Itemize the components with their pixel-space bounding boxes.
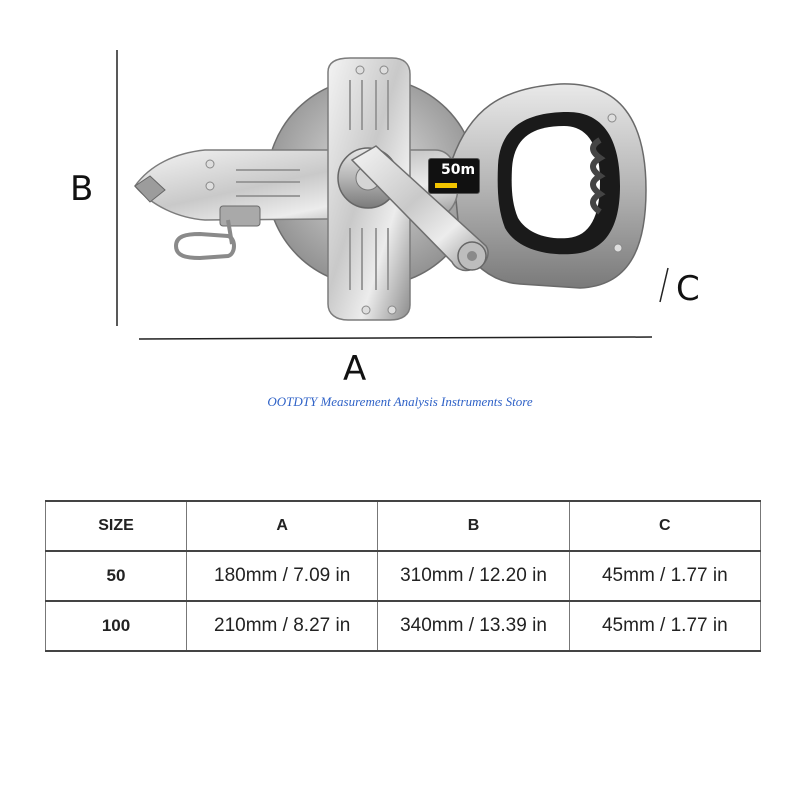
- badge-stripe: [435, 183, 457, 188]
- dimension-label-b: B: [70, 169, 94, 209]
- table-header-row: [46, 501, 761, 551]
- tape-length-badge: [428, 158, 480, 194]
- store-name: OOTDTY Measurement Analysis Instruments Store: [267, 394, 533, 409]
- row-b: 310mm / 12.20 in: [378, 551, 569, 601]
- tape-ring: [176, 234, 234, 258]
- tape-slot: [220, 206, 260, 226]
- dimension-label-a: A: [343, 349, 367, 389]
- row-c: 45mm / 1.77 in: [569, 551, 760, 601]
- dimension-line-a: [139, 337, 652, 339]
- row-a: 180mm / 7.09 in: [187, 551, 378, 601]
- row-a: 210mm / 8.27 in: [187, 601, 378, 651]
- table-row: [46, 601, 761, 651]
- handle-opening: [512, 126, 600, 238]
- tape-length-text: 50m: [441, 162, 476, 178]
- row-c: 45mm / 1.77 in: [569, 601, 760, 651]
- table-row: [46, 551, 761, 601]
- size-table: [45, 500, 761, 652]
- row-size: 100: [46, 601, 187, 651]
- header-b: B: [378, 501, 569, 551]
- row-b: 340mm / 13.39 in: [378, 601, 569, 651]
- dimension-label-c: C: [676, 269, 700, 309]
- header-a: A: [187, 501, 378, 551]
- row-size: 50: [46, 551, 187, 601]
- header-c: C: [569, 501, 760, 551]
- dimension-line-c: [660, 268, 668, 302]
- header-size: SIZE: [46, 501, 187, 551]
